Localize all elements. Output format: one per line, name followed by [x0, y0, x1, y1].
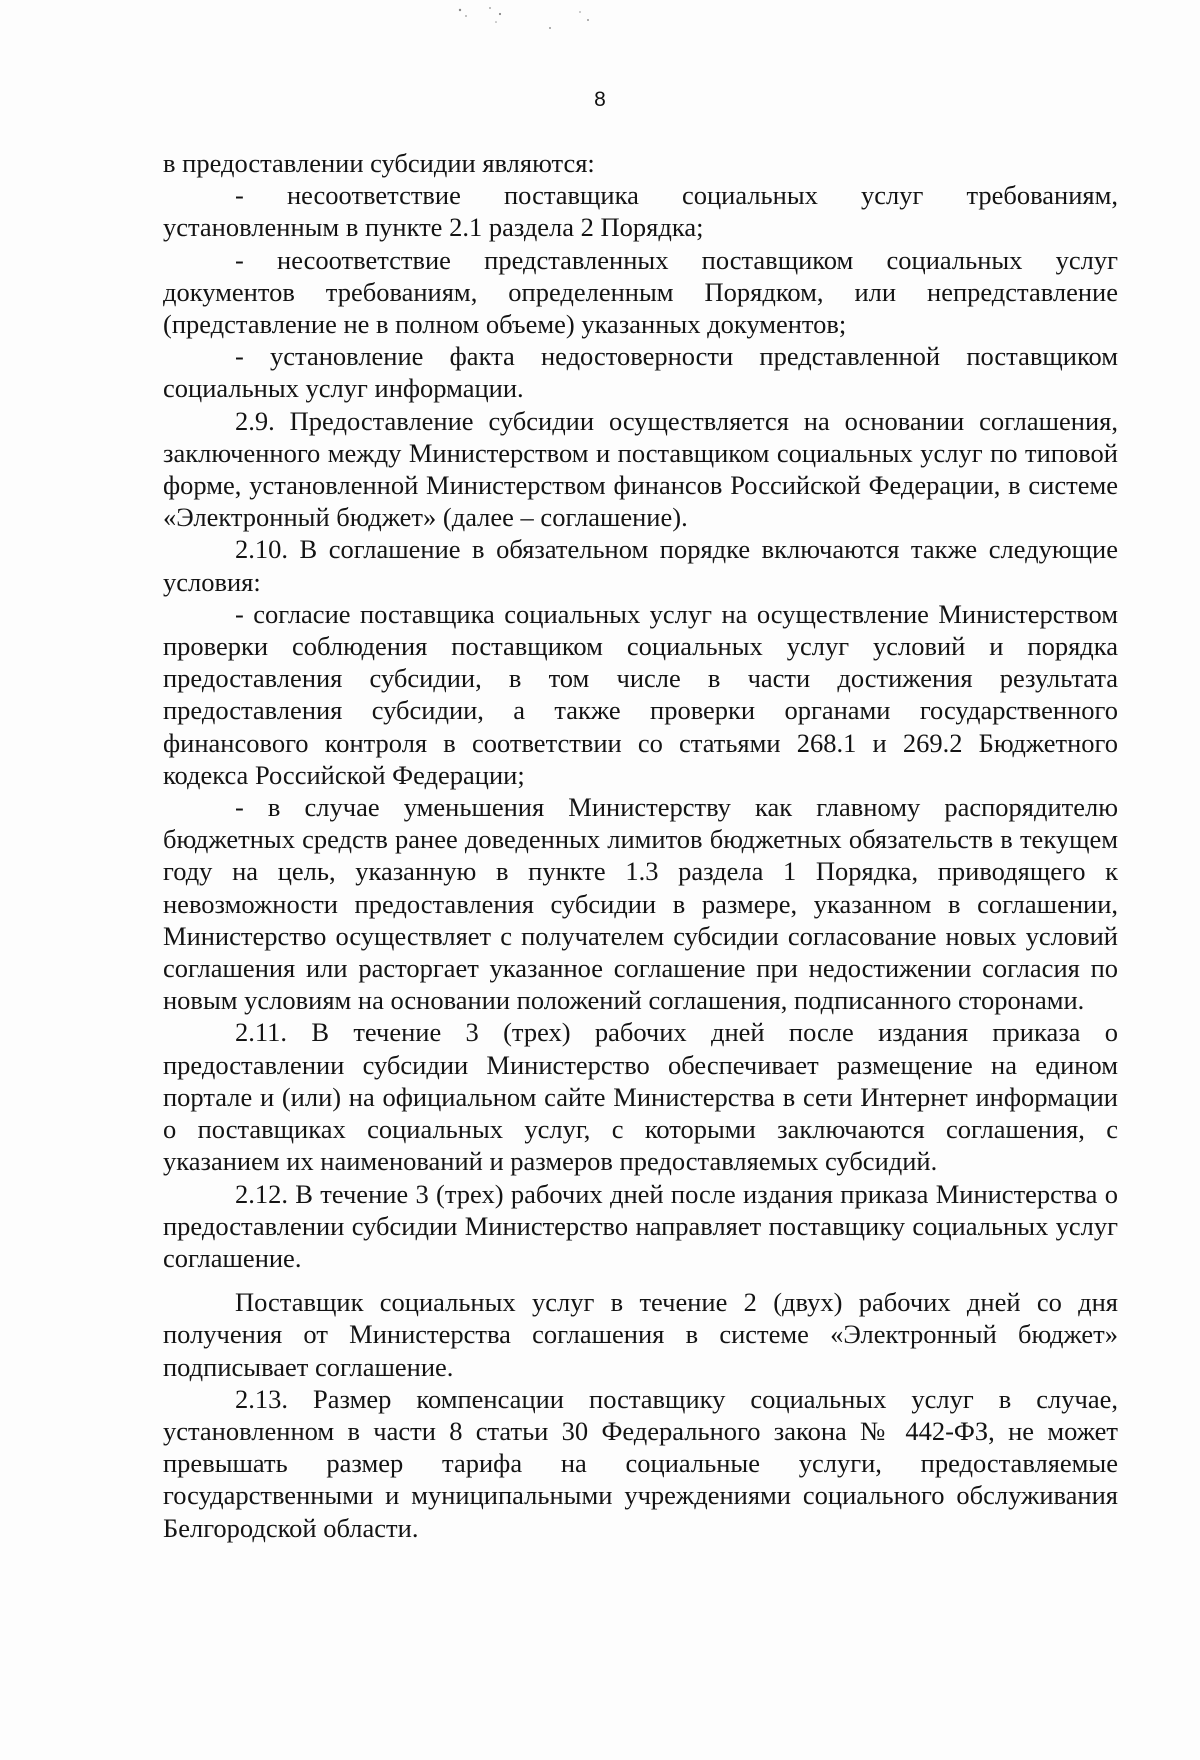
- paragraph: 2.9. Предоставление субсидии осуществляется на основании соглашения, заключенного между Министерством и поставщиком социальных услуг по типовой форме, установленной Министерством финансов Российской Федерации, в системе «Электронный бюджет» (далее – соглашение).: [163, 405, 1118, 533]
- paragraph: 2.11. В течение 3 (трех) рабочих дней после издания приказа о предоставлении субсидии Министерство обеспечивает размещение на едином портале и (или) на официальном сайте Министерства в сети Интернет информации о поставщиках социальных услуг, с которыми заключаются соглашения, с указанием их наименований и размеров предоставляемых субсидий.: [163, 1017, 1118, 1177]
- paragraph: - несоответствие представленных поставщиком социальных услуг документов требованиям, определенным Порядком, или непредставление (представление не в полном объеме) указанных документов;: [163, 244, 1118, 340]
- scan-artifact: [430, 0, 630, 40]
- paragraph: в предоставлении субсидии являются:: [163, 148, 595, 178]
- paragraph: - согласие поставщика социальных услуг на осуществление Министерством проверки соблюдения поставщиком социальных услуг условий и порядка предоставления субсидии, в том числе в части достижения результата предоставления субсидии, а также проверки органами государственного финансового контроля в соответствии со статьями 268.1 и 269.2 Бюджетного кодекса Российской Федерации;: [163, 598, 1118, 790]
- paragraph: 2.12. В течение 3 (трех) рабочих дней после издания приказа Министерства о предоставлении субсидии Министерство направляет поставщику социальных услуг соглашение.: [163, 1178, 1118, 1273]
- paragraph: - установление факта недостоверности представленной поставщиком социальных услуг информации.: [163, 341, 1118, 404]
- paragraph: 2.13. Размер компенсации поставщику социальных услуг в случае, установленном в части 8 статьи 30 Федерального закона № 442-ФЗ, не может превышать размер тарифа на социальные услуги, предоставляемые государственными и муниципальными учреждениями социального обслуживания Белгородской области.: [163, 1383, 1118, 1543]
- paragraph: - несоответствие поставщика социальных услуг требованиям, установленным в пункте 2.1 раздела 2 Порядка;: [163, 180, 1118, 243]
- paragraph: Поставщик социальных услуг в течение 2 (двух) рабочих дней со дня получения от Министерства соглашения в системе «Электронный бюджет» подписывает соглашение.: [163, 1287, 1118, 1382]
- document-body: [163, 147, 1118, 1544]
- page-number: 8: [594, 88, 606, 111]
- paragraph: 2.10. В соглашение в обязательном порядке включаются также следующие условия:: [163, 534, 1118, 597]
- paragraph: - в случае уменьшения Министерству как главному распорядителю бюджетных средств ранее доведенных лимитов бюджетных обязательств в текущем году на цель, указанную в пункте 1.3 раздела 1 Порядка, приводящего к невозможности предоставления субсидии в размере, указанном в соглашении, Министерство осуществляет с получателем субсидии согласование новых условий соглашения или расторгает указанное соглашение при недостижении согласия по новым условиям на основании положений соглашения, подписанного сторонами.: [163, 792, 1118, 1016]
